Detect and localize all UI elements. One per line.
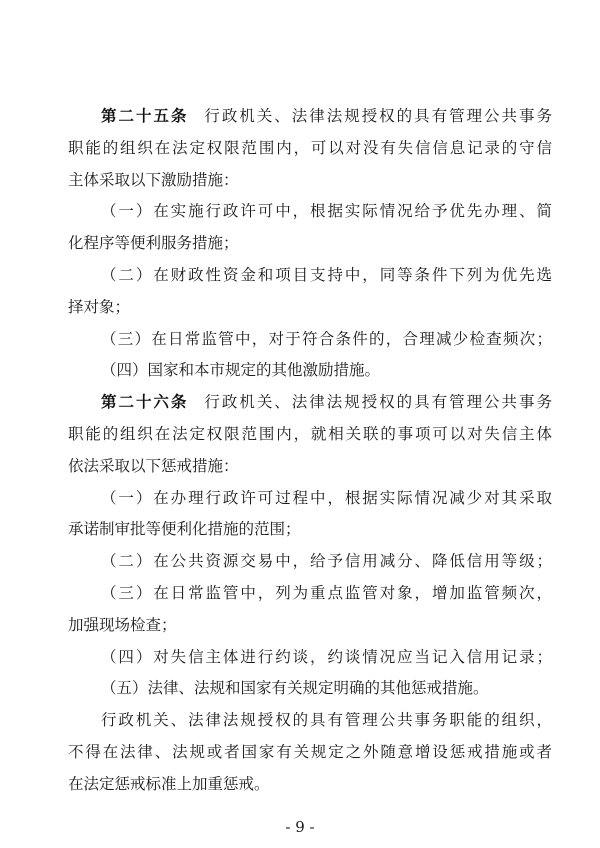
article-26-item-3-b: 加强现场检查； [68, 615, 177, 634]
article-26-line-2: 职能的组织在法定权限范围内，就相关联的事项可以对失信主体 [68, 425, 552, 443]
article-25-item-3: （三）在日常监管中，对于符合条件的，合理减少检查频次； [101, 329, 552, 348]
article-26-item-3-a: （三）在日常监管中，列为重点监管对象，增加监管频次， [101, 584, 552, 602]
page-number: - 9 - [285, 818, 315, 836]
article-26-item-4: （四）对失信主体进行约谈，约谈情况应当记入信用记录； [101, 647, 552, 666]
article-25-text: 行政机关、法律法规授权的具有管理公共事务 [202, 107, 552, 125]
article-26-first-line [101, 388, 552, 416]
article-25-line-3: 主体采取以下激励措施： [68, 170, 239, 189]
article-26-line-3: 依法采取以下惩戒措施： [68, 456, 239, 475]
article-26-text: 行政机关、法律法规授权的具有管理公共事务 [202, 393, 552, 412]
article-26-paragraph-line-3: 在法定惩戒标准上加重惩戒。 [68, 774, 270, 793]
article-25-item-4: （四）国家和本市规定的其他激励措施。 [101, 361, 381, 380]
article-25-first-line [101, 102, 552, 130]
article-25-item-2-b: 择对象； [68, 297, 131, 316]
article-25-item-1-b: 化程序等便利服务措施； [68, 234, 239, 253]
article-26-item-5: （五）法律、法规和国家有关规定明确的其他惩戒措施。 [101, 679, 489, 698]
article-26-paragraph-line-1: 行政机关、法律法规授权的具有管理公共事务职能的组织， [101, 711, 552, 730]
article-25-item-2-a: （二）在财政性资金和项目支持中，同等条件下列为优先选 [101, 266, 552, 284]
article-25-heading: 第二十五条 [101, 107, 189, 125]
article-26-item-1-b: 承诺制审批等便利化措施的范围； [68, 520, 301, 539]
article-25-item-1-a: （一）在实施行政许可中，根据实际情况给予优先办理、简 [101, 202, 552, 221]
article-26-heading: 第二十六条 [101, 393, 189, 412]
article-25-line-2: 职能的组织在法定权限范围内，可以对没有失信信息记录的守信 [68, 138, 552, 157]
article-26-item-1-a: （一）在办理行政许可过程中，根据实际情况减少对其采取 [101, 488, 552, 507]
article-26-paragraph-line-2: 不得在法律、法规或者国家有关规定之外随意增设惩戒措施或者 [68, 743, 552, 761]
article-26-item-2: （二）在公共资源交易中，给予信用减分、降低信用等级； [101, 552, 552, 571]
